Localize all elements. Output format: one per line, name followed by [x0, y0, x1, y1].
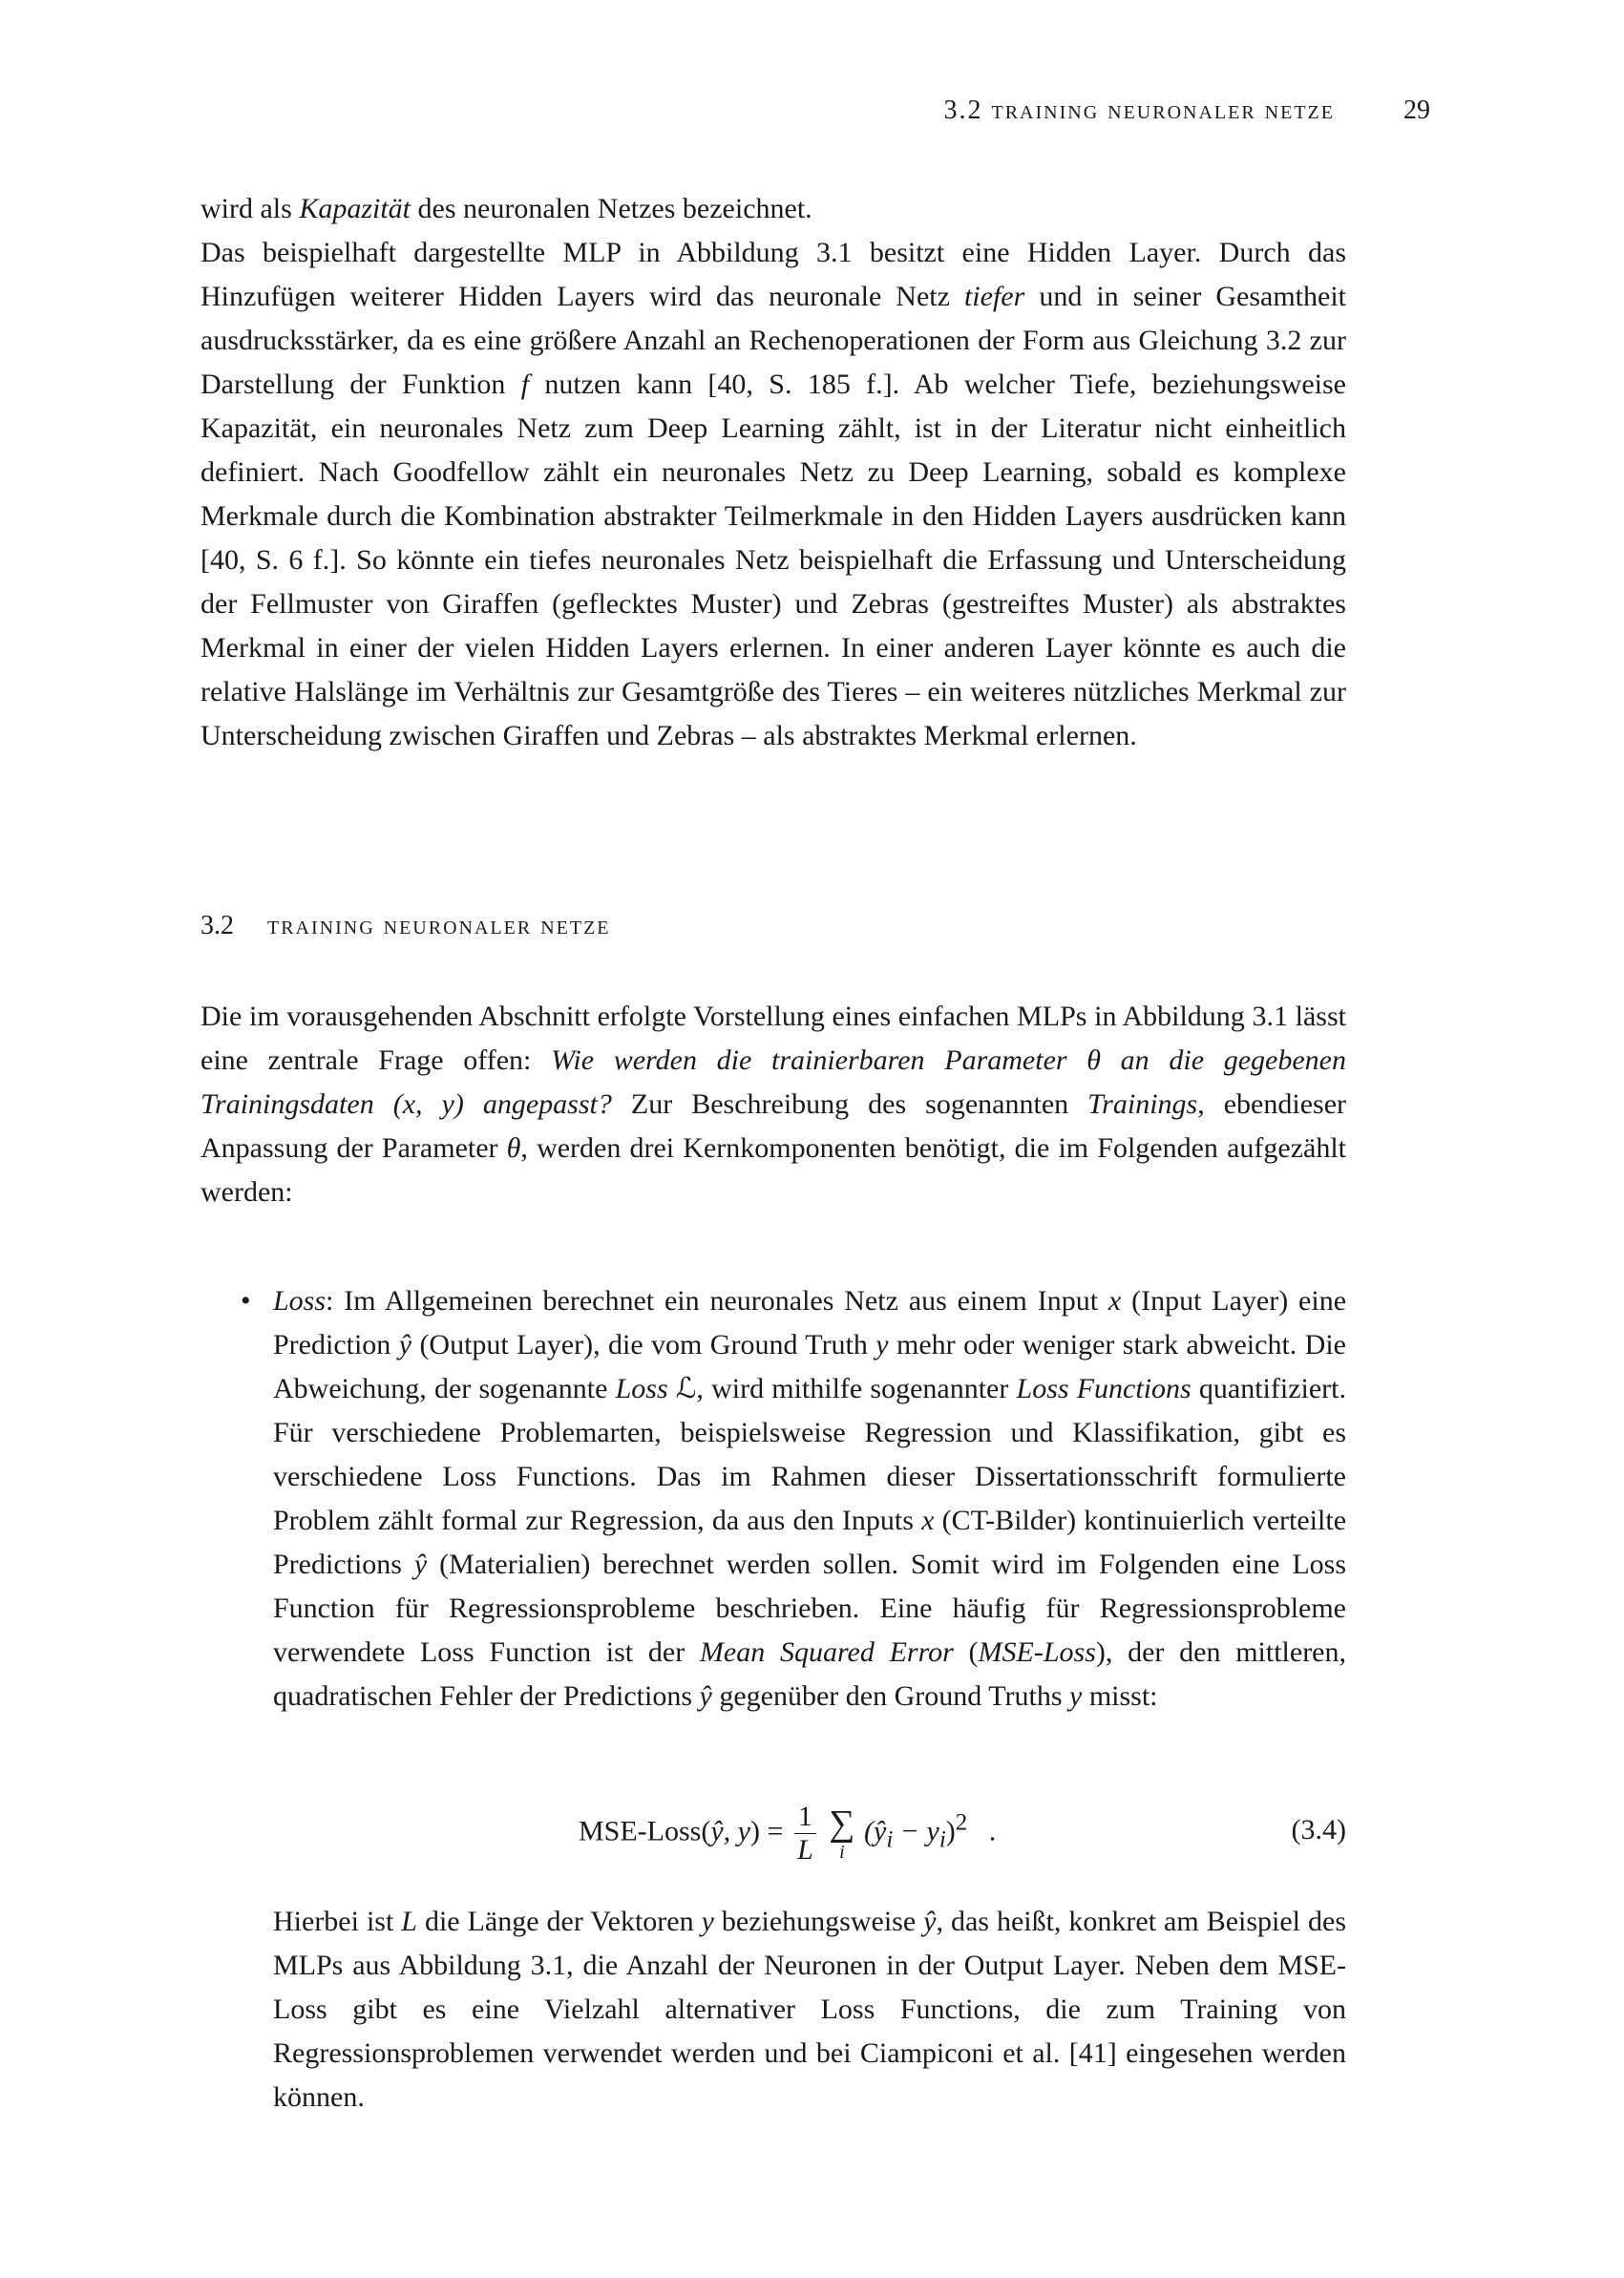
eq-frac-denominator: L — [797, 1834, 813, 1866]
running-head-section: 3.2 training neuronaler netze — [943, 95, 1335, 125]
section-heading — [200, 907, 611, 945]
running-head — [200, 95, 1430, 134]
math-loss-symbol: ℒ — [667, 1373, 697, 1404]
paragraph-after-equation — [273, 1900, 1346, 2120]
paragraph-intro-text — [200, 995, 1346, 1214]
emphasis-question: Wie werden die trainierbaren Parameter θ an die gegebenen Trainingsdaten (x, y) angepasst? — [200, 1044, 1346, 1120]
math-y: y — [1069, 1680, 1083, 1712]
eq-fraction — [794, 1801, 816, 1867]
eq-equals: ) = — [749, 1815, 791, 1847]
bullet-item-loss — [241, 1279, 1347, 1719]
text-run: ( — [953, 1636, 979, 1668]
text-run: , das heißt, konkret am Beispiel des MLPs aus Abbildung 3.1, die Anzahl der Neuronen in der Output Layer. Neben dem MSE-Loss gibt es eine Vielzahl alternativer Loss Functions, die zum Training von Regressionsproblemen verwendet werden und bei Ciampiconi et al. [41] eingesehen werden können. — [273, 1906, 1346, 2113]
equation-body — [579, 1801, 996, 1867]
eq-lhs: MSE-Loss( — [579, 1815, 711, 1847]
text-run: mehr oder weniger stark abweicht. Die Abweichung, der sogenannte — [273, 1329, 1346, 1404]
eq-index: i — [886, 1826, 894, 1853]
eq-term: (ŷ — [864, 1815, 887, 1847]
equation-number: (3.4) — [1291, 1814, 1346, 1846]
math-x: x — [1107, 1285, 1122, 1317]
text-run: (Input Layer) eine Prediction — [273, 1285, 1347, 1360]
math-y: y — [701, 1906, 714, 1937]
math-f: f — [520, 369, 530, 400]
paragraph-after-text — [273, 1900, 1346, 2120]
text-run: nutzen kann [40, S. 185 f.]. Ab welcher Tiefe, beziehungsweise Kapazität, ein neuronales Netz zum Deep Learning zählt, ist in der Literatur nicht einheitlich definiert. Nach Goodfellow zählt ein neuronales Netz zu Deep Learning, sobald es komplexe Merkmale durch die Kombination abstrakter Teilmerkmale in den Hidden Layers ausdrücken kann [40, S. 6 f.]. So könnte ein tiefes neuronales Netz beispielhaft die Erfassung und Unterscheidung der Fellmuster von Giraffen (geflecktes Muster) und Zebras (gestreiftes Muster) als abstraktes Merkmal in einer der vielen Hidden Layers erlernen. In einer anderen Layer könnte es auch die relative Halslänge im Verhältnis zur Gesamtgröße des Tieres – ein weiteres nützliches Merkmal zur Unterscheidung zwischen Giraffen und Zebras – als abstraktes Merkmal erlernen. — [200, 369, 1346, 751]
text-run: , ebendieser Anpassung der Parameter — [200, 1088, 1346, 1164]
text-run: , wird mithilfe sogenannter — [696, 1373, 1017, 1404]
text-run: (CT-Bilder) kontinuierlich verteilte Predictions — [273, 1505, 1347, 1580]
text-run: misst: — [1082, 1680, 1158, 1712]
eq-sum-index: i — [839, 1841, 845, 1863]
eq-power: 2 — [955, 1809, 968, 1836]
paragraph-capacity — [200, 187, 1346, 758]
text-run: : Im Allgemeinen berechnet ein neuronales Netz aus einem Input — [326, 1285, 1108, 1317]
emphasis-loss-functions: Loss Functions — [1016, 1373, 1192, 1404]
text-run: und in seiner Gesamtheit ausdrucksstärker, da es eine größere Anzahl an Rechenoperationen der Form aus Gleichung 3.2 zur Darstellung der Funktion — [200, 281, 1347, 400]
bullet-term-loss: Loss — [273, 1285, 327, 1317]
eq-args: ŷ, y — [710, 1815, 750, 1847]
math-x: x — [921, 1505, 935, 1536]
text-run: (Output Layer), die vom Ground Truth — [411, 1329, 876, 1360]
eq-sum — [829, 1805, 854, 1863]
eq-index: i — [939, 1826, 946, 1853]
emphasis-mse-loss: MSE-Loss — [978, 1636, 1096, 1668]
bullet-text — [273, 1279, 1346, 1719]
math-y: y — [875, 1329, 889, 1360]
text-run: Die im vorausgehenden Abschnitt erfolgte Vorstellung eines einfachen MLPs in Abbildung 3.1 lässt eine zentrale Frage offen: — [200, 1001, 1346, 1076]
math-yhat: ŷ — [398, 1329, 412, 1360]
math-yhat: ŷ — [923, 1906, 937, 1937]
emphasis-mse: Mean Squared Error — [699, 1636, 954, 1668]
section-title: training neuronaler netze — [267, 911, 611, 940]
eq-close: ) — [945, 1815, 956, 1847]
eq-minus-y: − y — [893, 1815, 939, 1847]
text-run: die Länge der Vektoren — [416, 1906, 702, 1937]
equation-mse-loss — [273, 1791, 1346, 1867]
emphasis-tiefer: tiefer — [963, 281, 1025, 312]
sigma-icon: ∑ — [829, 1803, 855, 1844]
bullet-icon: • — [241, 1285, 251, 1317]
eq-dot: . — [967, 1815, 997, 1847]
text-run: Hierbei ist — [273, 1906, 402, 1937]
text-run: Zur Beschreibung des sogenannten — [611, 1088, 1088, 1120]
paragraph-intro — [200, 995, 1346, 1214]
math-theta: θ — [506, 1132, 521, 1164]
text-run: gegenüber den Ground Truths — [711, 1680, 1069, 1712]
text-run: quantifiziert. Für verschiedene Problemarten, beispielsweise Regression und Klassifikation, gibt es verschiedene Loss Functions. Das im Rahmen dieser Dissertationsschrift formulierte Problem zählt formal zur Regression, da aus den Inputs — [273, 1373, 1346, 1536]
text-run: wird als — [200, 193, 300, 224]
paragraph-deep-learning — [200, 231, 1346, 758]
page-number: 29 — [1403, 95, 1430, 125]
emphasis-loss: Loss — [615, 1373, 668, 1404]
math-yhat: ŷ — [413, 1549, 428, 1580]
text-run: Das beispielhaft dargestellte MLP in Abbildung 3.1 besitzt eine Hidden Layer. Durch das Hinzufügen weiterer Hidden Layers wird das neuronale Netz — [200, 237, 1346, 312]
text-run: ), der den mittleren, quadratischen Fehler der Predictions — [273, 1636, 1346, 1712]
eq-frac-numerator: 1 — [794, 1801, 816, 1834]
math-L: L — [401, 1906, 417, 1937]
text-run: beziehungsweise — [713, 1906, 924, 1937]
emphasis-trainings: Trainings — [1087, 1088, 1198, 1120]
text-run: , werden drei Kernkomponenten benötigt, die im Folgenden aufgezählt werden: — [200, 1132, 1346, 1208]
text-run: des neuronalen Netzes bezeichnet. — [411, 193, 812, 224]
paragraph-line-capacity — [200, 187, 1346, 231]
math-yhat: ŷ — [699, 1680, 712, 1712]
emphasis-kapazitaet: Kapazität — [299, 193, 411, 224]
text-run: (Materialien) berechnet werden sollen. Somit wird im Folgenden eine Loss Function für Regressionsprobleme beschrieben. Eine häufig für Regressionsprobleme verwendete Loss Function ist der — [273, 1549, 1346, 1668]
section-number: 3.2 — [200, 911, 234, 940]
